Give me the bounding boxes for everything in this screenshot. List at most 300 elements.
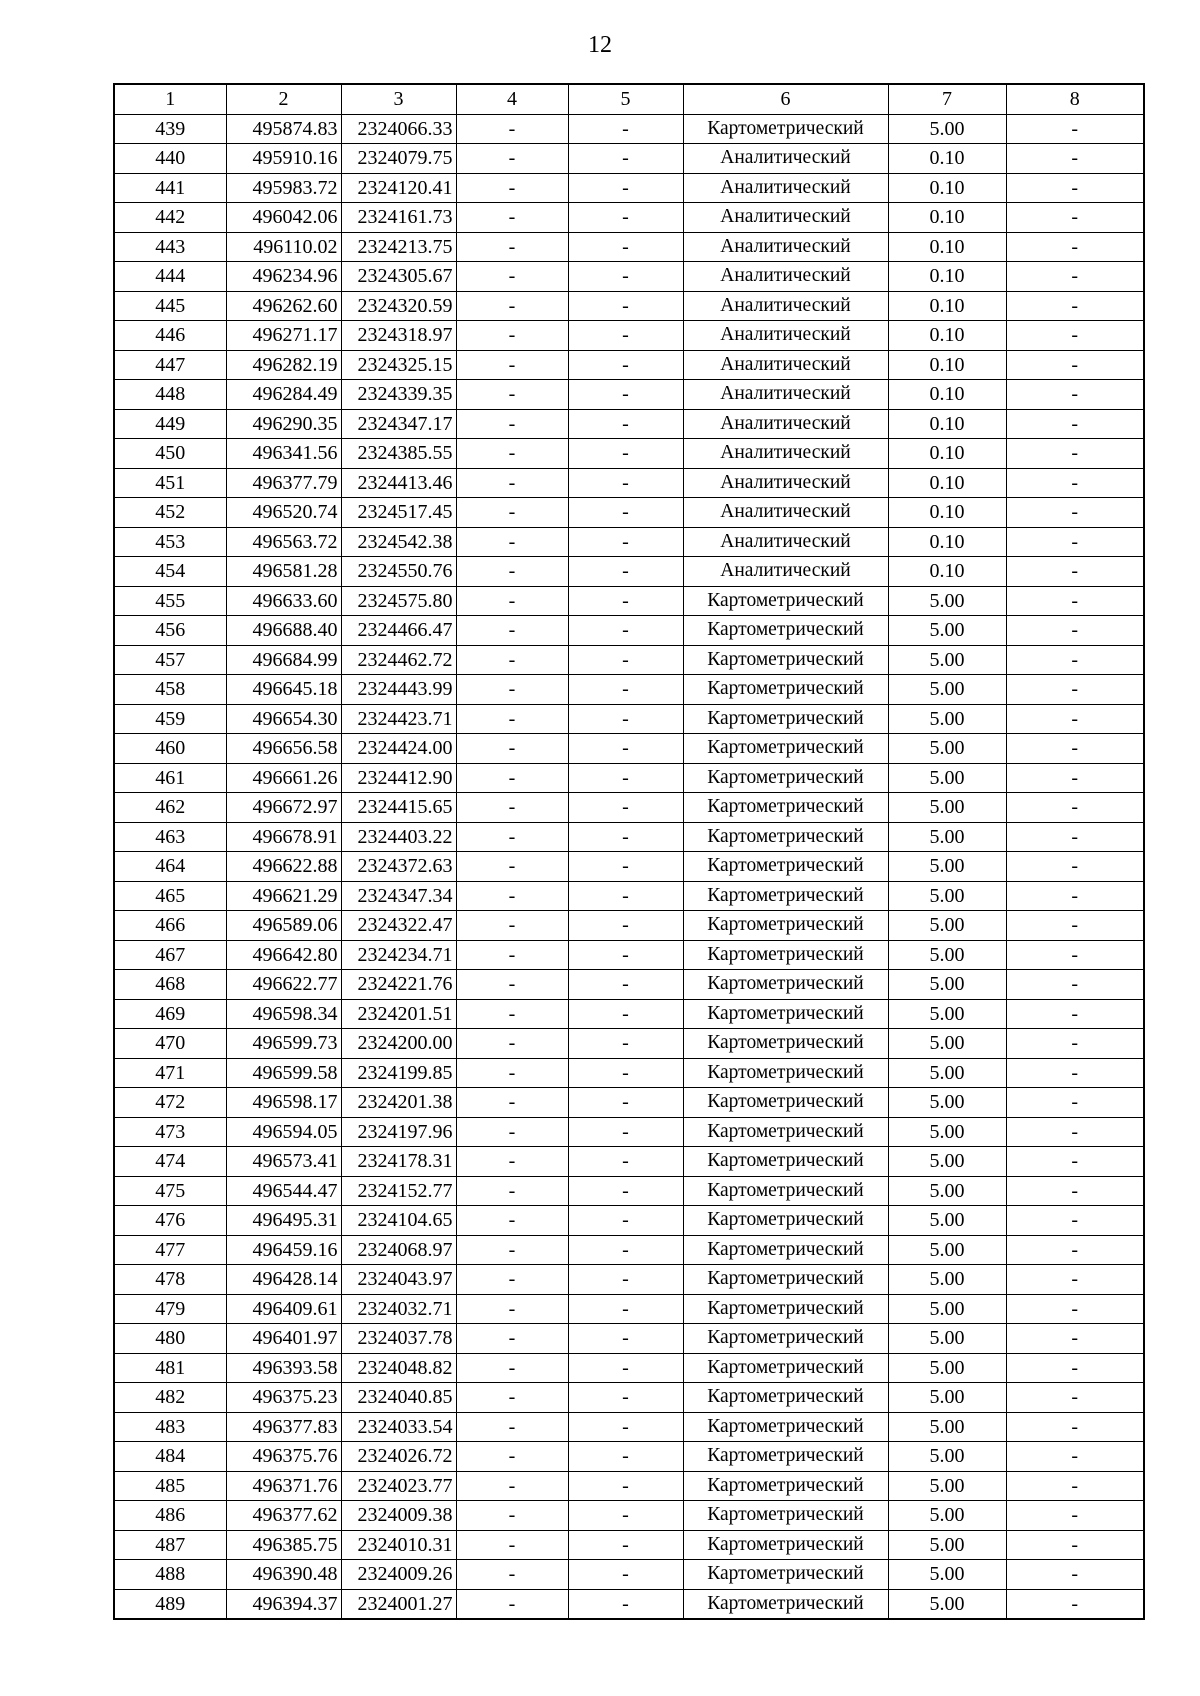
cell-col-8: -	[1006, 144, 1144, 174]
cell-col-8: -	[1006, 911, 1144, 941]
cell-coord-y: 2324423.71	[341, 704, 456, 734]
cell-coord-x: 496622.77	[226, 970, 341, 1000]
cell-col-8: -	[1006, 704, 1144, 734]
cell-coord-y: 2324033.54	[341, 1412, 456, 1442]
column-header: 7	[888, 84, 1006, 114]
cell-point-number: 440	[114, 144, 226, 174]
cell-method: Картометрический	[683, 1560, 888, 1590]
table-row	[114, 616, 1144, 646]
cell-col-4: -	[456, 439, 568, 469]
cell-method: Картометрический	[683, 586, 888, 616]
cell-col-4: -	[456, 1029, 568, 1059]
cell-point-number: 485	[114, 1471, 226, 1501]
cell-point-number: 451	[114, 468, 226, 498]
cell-col-4: -	[456, 586, 568, 616]
table-row	[114, 262, 1144, 292]
cell-coord-y: 2324542.38	[341, 527, 456, 557]
cell-col-4: -	[456, 675, 568, 705]
cell-col-4: -	[456, 1117, 568, 1147]
cell-col-8: -	[1006, 1235, 1144, 1265]
cell-point-number: 486	[114, 1501, 226, 1531]
cell-method: Картометрический	[683, 734, 888, 764]
cell-accuracy: 0.10	[888, 232, 1006, 262]
cell-point-number: 477	[114, 1235, 226, 1265]
cell-method: Картометрический	[683, 1442, 888, 1472]
cell-accuracy: 5.00	[888, 1353, 1006, 1383]
cell-point-number: 480	[114, 1324, 226, 1354]
cell-col-4: -	[456, 321, 568, 351]
cell-col-5: -	[568, 1471, 683, 1501]
cell-point-number: 447	[114, 350, 226, 380]
cell-coord-x: 496563.72	[226, 527, 341, 557]
cell-coord-y: 2324026.72	[341, 1442, 456, 1472]
cell-coord-y: 2324001.27	[341, 1589, 456, 1619]
cell-coord-x: 496375.23	[226, 1383, 341, 1413]
table-row	[114, 291, 1144, 321]
cell-coord-x: 496661.26	[226, 763, 341, 793]
cell-accuracy: 5.00	[888, 1324, 1006, 1354]
cell-coord-x: 496672.97	[226, 793, 341, 823]
cell-col-8: -	[1006, 734, 1144, 764]
cell-method: Картометрический	[683, 822, 888, 852]
cell-coord-x: 496642.80	[226, 940, 341, 970]
cell-col-8: -	[1006, 1589, 1144, 1619]
cell-coord-y: 2324199.85	[341, 1058, 456, 1088]
cell-coord-y: 2324443.99	[341, 675, 456, 705]
cell-coord-x: 496599.73	[226, 1029, 341, 1059]
cell-col-8: -	[1006, 203, 1144, 233]
cell-accuracy: 5.00	[888, 911, 1006, 941]
cell-col-5: -	[568, 498, 683, 528]
table-row	[114, 940, 1144, 970]
cell-point-number: 476	[114, 1206, 226, 1236]
cell-accuracy: 5.00	[888, 970, 1006, 1000]
cell-col-8: -	[1006, 498, 1144, 528]
cell-col-8: -	[1006, 1412, 1144, 1442]
cell-point-number: 473	[114, 1117, 226, 1147]
cell-method: Аналитический	[683, 350, 888, 380]
cell-accuracy: 5.00	[888, 1442, 1006, 1472]
cell-col-4: -	[456, 1206, 568, 1236]
table-row	[114, 114, 1144, 144]
cell-point-number: 458	[114, 675, 226, 705]
cell-accuracy: 0.10	[888, 350, 1006, 380]
cell-point-number: 489	[114, 1589, 226, 1619]
cell-accuracy: 5.00	[888, 1589, 1006, 1619]
table-row	[114, 999, 1144, 1029]
column-header: 3	[341, 84, 456, 114]
cell-coord-y: 2324200.00	[341, 1029, 456, 1059]
table-row	[114, 822, 1144, 852]
table-row	[114, 350, 1144, 380]
cell-point-number: 487	[114, 1530, 226, 1560]
cell-coord-x: 496594.05	[226, 1117, 341, 1147]
cell-col-4: -	[456, 1324, 568, 1354]
cell-coord-y: 2324066.33	[341, 114, 456, 144]
cell-method: Аналитический	[683, 468, 888, 498]
cell-col-8: -	[1006, 1383, 1144, 1413]
cell-col-5: -	[568, 1442, 683, 1472]
cell-col-8: -	[1006, 439, 1144, 469]
cell-method: Картометрический	[683, 1501, 888, 1531]
cell-accuracy: 0.10	[888, 557, 1006, 587]
cell-coord-x: 496645.18	[226, 675, 341, 705]
cell-coord-y: 2324037.78	[341, 1324, 456, 1354]
cell-coord-y: 2324385.55	[341, 439, 456, 469]
cell-coord-y: 2324079.75	[341, 144, 456, 174]
cell-coord-y: 2324032.71	[341, 1294, 456, 1324]
cell-col-5: -	[568, 1058, 683, 1088]
cell-col-4: -	[456, 940, 568, 970]
cell-col-8: -	[1006, 527, 1144, 557]
cell-coord-y: 2324412.90	[341, 763, 456, 793]
table-row	[114, 203, 1144, 233]
cell-method: Картометрический	[683, 970, 888, 1000]
cell-accuracy: 5.00	[888, 1029, 1006, 1059]
cell-col-4: -	[456, 1383, 568, 1413]
table-row	[114, 1058, 1144, 1088]
cell-accuracy: 0.10	[888, 144, 1006, 174]
cell-point-number: 441	[114, 173, 226, 203]
cell-point-number: 467	[114, 940, 226, 970]
cell-coord-x: 496544.47	[226, 1176, 341, 1206]
table-row	[114, 970, 1144, 1000]
cell-col-5: -	[568, 1530, 683, 1560]
cell-coord-x: 496394.37	[226, 1589, 341, 1619]
cell-col-4: -	[456, 822, 568, 852]
cell-point-number: 461	[114, 763, 226, 793]
cell-coord-y: 2324043.97	[341, 1265, 456, 1295]
cell-coord-x: 496684.99	[226, 645, 341, 675]
table-row	[114, 173, 1144, 203]
column-header: 8	[1006, 84, 1144, 114]
cell-col-5: -	[568, 468, 683, 498]
cell-method: Аналитический	[683, 380, 888, 410]
cell-coord-y: 2324372.63	[341, 852, 456, 882]
cell-coord-x: 496042.06	[226, 203, 341, 233]
cell-col-4: -	[456, 1560, 568, 1590]
cell-method: Картометрический	[683, 1235, 888, 1265]
cell-coord-y: 2324462.72	[341, 645, 456, 675]
cell-method: Картометрический	[683, 1088, 888, 1118]
cell-accuracy: 5.00	[888, 616, 1006, 646]
cell-coord-y: 2324221.76	[341, 970, 456, 1000]
cell-accuracy: 5.00	[888, 1383, 1006, 1413]
table-row	[114, 911, 1144, 941]
cell-col-4: -	[456, 1353, 568, 1383]
table-row	[114, 1530, 1144, 1560]
cell-col-5: -	[568, 881, 683, 911]
cell-col-4: -	[456, 527, 568, 557]
cell-col-8: -	[1006, 380, 1144, 410]
cell-col-4: -	[456, 114, 568, 144]
cell-col-4: -	[456, 409, 568, 439]
cell-col-4: -	[456, 262, 568, 292]
cell-col-4: -	[456, 734, 568, 764]
table-row	[114, 1471, 1144, 1501]
cell-accuracy: 5.00	[888, 822, 1006, 852]
cell-col-8: -	[1006, 881, 1144, 911]
cell-coord-y: 2324068.97	[341, 1235, 456, 1265]
cell-coord-x: 496459.16	[226, 1235, 341, 1265]
cell-accuracy: 0.10	[888, 527, 1006, 557]
cell-point-number: 459	[114, 704, 226, 734]
cell-col-5: -	[568, 616, 683, 646]
cell-col-5: -	[568, 350, 683, 380]
cell-coord-x: 496110.02	[226, 232, 341, 262]
cell-col-8: -	[1006, 586, 1144, 616]
cell-coord-y: 2324305.67	[341, 262, 456, 292]
cell-point-number: 464	[114, 852, 226, 882]
cell-point-number: 443	[114, 232, 226, 262]
cell-col-8: -	[1006, 1560, 1144, 1590]
cell-coord-y: 2324152.77	[341, 1176, 456, 1206]
cell-coord-x: 495874.83	[226, 114, 341, 144]
cell-col-4: -	[456, 1442, 568, 1472]
cell-point-number: 448	[114, 380, 226, 410]
cell-coord-y: 2324178.31	[341, 1147, 456, 1177]
cell-point-number: 481	[114, 1353, 226, 1383]
cell-col-4: -	[456, 1176, 568, 1206]
cell-col-8: -	[1006, 173, 1144, 203]
cell-col-8: -	[1006, 350, 1144, 380]
cell-col-4: -	[456, 852, 568, 882]
cell-accuracy: 5.00	[888, 1147, 1006, 1177]
cell-point-number: 454	[114, 557, 226, 587]
table-row	[114, 1353, 1144, 1383]
column-header: 6	[683, 84, 888, 114]
cell-coord-x: 496621.29	[226, 881, 341, 911]
cell-col-8: -	[1006, 1442, 1144, 1472]
cell-col-8: -	[1006, 616, 1144, 646]
cell-col-8: -	[1006, 793, 1144, 823]
cell-col-8: -	[1006, 1265, 1144, 1295]
cell-col-5: -	[568, 557, 683, 587]
table-row	[114, 1235, 1144, 1265]
cell-method: Картометрический	[683, 1383, 888, 1413]
cell-coord-x: 496377.83	[226, 1412, 341, 1442]
table-row	[114, 763, 1144, 793]
cell-point-number: 482	[114, 1383, 226, 1413]
cell-col-4: -	[456, 970, 568, 1000]
cell-col-5: -	[568, 999, 683, 1029]
cell-accuracy: 0.10	[888, 291, 1006, 321]
cell-col-4: -	[456, 144, 568, 174]
cell-accuracy: 5.00	[888, 114, 1006, 144]
cell-coord-y: 2324347.34	[341, 881, 456, 911]
cell-col-4: -	[456, 557, 568, 587]
cell-col-4: -	[456, 1147, 568, 1177]
cell-accuracy: 5.00	[888, 1235, 1006, 1265]
column-header: 1	[114, 84, 226, 114]
cell-coord-x: 496598.17	[226, 1088, 341, 1118]
cell-coord-x: 495983.72	[226, 173, 341, 203]
cell-accuracy: 0.10	[888, 203, 1006, 233]
cell-accuracy: 0.10	[888, 262, 1006, 292]
cell-coord-y: 2324322.47	[341, 911, 456, 941]
cell-coord-y: 2324023.77	[341, 1471, 456, 1501]
cell-accuracy: 5.00	[888, 1088, 1006, 1118]
cell-col-8: -	[1006, 1530, 1144, 1560]
table-row	[114, 1442, 1144, 1472]
cell-point-number: 488	[114, 1560, 226, 1590]
cell-col-5: -	[568, 793, 683, 823]
cell-coord-y: 2324234.71	[341, 940, 456, 970]
cell-point-number: 460	[114, 734, 226, 764]
cell-col-8: -	[1006, 1294, 1144, 1324]
cell-method: Аналитический	[683, 439, 888, 469]
cell-col-8: -	[1006, 822, 1144, 852]
cell-point-number: 452	[114, 498, 226, 528]
cell-method: Аналитический	[683, 232, 888, 262]
cell-coord-y: 2324413.46	[341, 468, 456, 498]
cell-col-5: -	[568, 1412, 683, 1442]
cell-accuracy: 5.00	[888, 734, 1006, 764]
cell-coord-y: 2324325.15	[341, 350, 456, 380]
cell-coord-y: 2324120.41	[341, 173, 456, 203]
cell-col-5: -	[568, 1176, 683, 1206]
cell-method: Картометрический	[683, 1176, 888, 1206]
cell-coord-x: 496428.14	[226, 1265, 341, 1295]
cell-coord-x: 496678.91	[226, 822, 341, 852]
cell-method: Аналитический	[683, 173, 888, 203]
cell-accuracy: 5.00	[888, 1530, 1006, 1560]
cell-method: Картометрический	[683, 1471, 888, 1501]
cell-coord-y: 2324213.75	[341, 232, 456, 262]
cell-col-4: -	[456, 350, 568, 380]
cell-accuracy: 5.00	[888, 999, 1006, 1029]
cell-method: Картометрический	[683, 704, 888, 734]
cell-coord-x: 496633.60	[226, 586, 341, 616]
cell-coord-x: 496581.28	[226, 557, 341, 587]
cell-coord-x: 496495.31	[226, 1206, 341, 1236]
cell-method: Картометрический	[683, 911, 888, 941]
table-row	[114, 734, 1144, 764]
cell-col-5: -	[568, 940, 683, 970]
cell-coord-x: 496401.97	[226, 1324, 341, 1354]
cell-col-8: -	[1006, 1147, 1144, 1177]
cell-accuracy: 5.00	[888, 1412, 1006, 1442]
table-row	[114, 1117, 1144, 1147]
cell-accuracy: 5.00	[888, 1176, 1006, 1206]
cell-col-4: -	[456, 498, 568, 528]
cell-point-number: 474	[114, 1147, 226, 1177]
cell-coord-y: 2324010.31	[341, 1530, 456, 1560]
cell-coord-y: 2324575.80	[341, 586, 456, 616]
table-row	[114, 852, 1144, 882]
cell-accuracy: 5.00	[888, 763, 1006, 793]
cell-col-8: -	[1006, 1176, 1144, 1206]
cell-col-4: -	[456, 1501, 568, 1531]
table-row	[114, 1147, 1144, 1177]
cell-col-8: -	[1006, 468, 1144, 498]
cell-coord-y: 2324466.47	[341, 616, 456, 646]
table-row	[114, 675, 1144, 705]
table-row	[114, 527, 1144, 557]
cell-accuracy: 5.00	[888, 1117, 1006, 1147]
table-row	[114, 1294, 1144, 1324]
cell-accuracy: 5.00	[888, 645, 1006, 675]
cell-point-number: 468	[114, 970, 226, 1000]
cell-col-4: -	[456, 1412, 568, 1442]
cell-method: Картометрический	[683, 1147, 888, 1177]
cell-col-8: -	[1006, 763, 1144, 793]
table-row	[114, 1176, 1144, 1206]
cell-point-number: 446	[114, 321, 226, 351]
cell-point-number: 453	[114, 527, 226, 557]
cell-coord-x: 496234.96	[226, 262, 341, 292]
cell-accuracy: 5.00	[888, 940, 1006, 970]
cell-col-8: -	[1006, 940, 1144, 970]
cell-method: Картометрический	[683, 852, 888, 882]
cell-col-4: -	[456, 763, 568, 793]
cell-method: Картометрический	[683, 881, 888, 911]
cell-method: Картометрический	[683, 1206, 888, 1236]
cell-coord-y: 2324415.65	[341, 793, 456, 823]
table-row	[114, 409, 1144, 439]
cell-point-number: 470	[114, 1029, 226, 1059]
cell-coord-y: 2324550.76	[341, 557, 456, 587]
cell-coord-x: 496589.06	[226, 911, 341, 941]
cell-point-number: 449	[114, 409, 226, 439]
cell-accuracy: 5.00	[888, 1501, 1006, 1531]
cell-method: Аналитический	[683, 144, 888, 174]
cell-col-8: -	[1006, 1088, 1144, 1118]
cell-coord-y: 2324517.45	[341, 498, 456, 528]
cell-col-4: -	[456, 380, 568, 410]
cell-coord-y: 2324161.73	[341, 203, 456, 233]
cell-point-number: 469	[114, 999, 226, 1029]
cell-accuracy: 0.10	[888, 321, 1006, 351]
cell-coord-y: 2324009.26	[341, 1560, 456, 1590]
cell-method: Картометрический	[683, 1029, 888, 1059]
cell-col-4: -	[456, 1294, 568, 1324]
table-row	[114, 1501, 1144, 1531]
cell-coord-x: 496390.48	[226, 1560, 341, 1590]
cell-col-8: -	[1006, 557, 1144, 587]
cell-col-5: -	[568, 1265, 683, 1295]
cell-col-8: -	[1006, 1117, 1144, 1147]
cell-col-5: -	[568, 203, 683, 233]
cell-point-number: 478	[114, 1265, 226, 1295]
cell-method: Картометрический	[683, 1058, 888, 1088]
cell-col-4: -	[456, 645, 568, 675]
cell-accuracy: 5.00	[888, 881, 1006, 911]
cell-coord-y: 2324201.38	[341, 1088, 456, 1118]
cell-coord-y: 2324197.96	[341, 1117, 456, 1147]
cell-accuracy: 0.10	[888, 439, 1006, 469]
cell-col-8: -	[1006, 999, 1144, 1029]
table-row	[114, 1029, 1144, 1059]
table-row	[114, 439, 1144, 469]
cell-accuracy: 5.00	[888, 586, 1006, 616]
cell-coord-y: 2324048.82	[341, 1353, 456, 1383]
cell-coord-x: 496271.17	[226, 321, 341, 351]
table-row	[114, 1412, 1144, 1442]
cell-point-number: 475	[114, 1176, 226, 1206]
cell-col-8: -	[1006, 232, 1144, 262]
cell-col-8: -	[1006, 321, 1144, 351]
table-row	[114, 1383, 1144, 1413]
cell-method: Аналитический	[683, 527, 888, 557]
cell-coord-x: 496599.58	[226, 1058, 341, 1088]
cell-method: Аналитический	[683, 409, 888, 439]
cell-accuracy: 5.00	[888, 1265, 1006, 1295]
cell-col-5: -	[568, 173, 683, 203]
table-row	[114, 1265, 1144, 1295]
cell-coord-x: 496371.76	[226, 1471, 341, 1501]
cell-coord-y: 2324201.51	[341, 999, 456, 1029]
